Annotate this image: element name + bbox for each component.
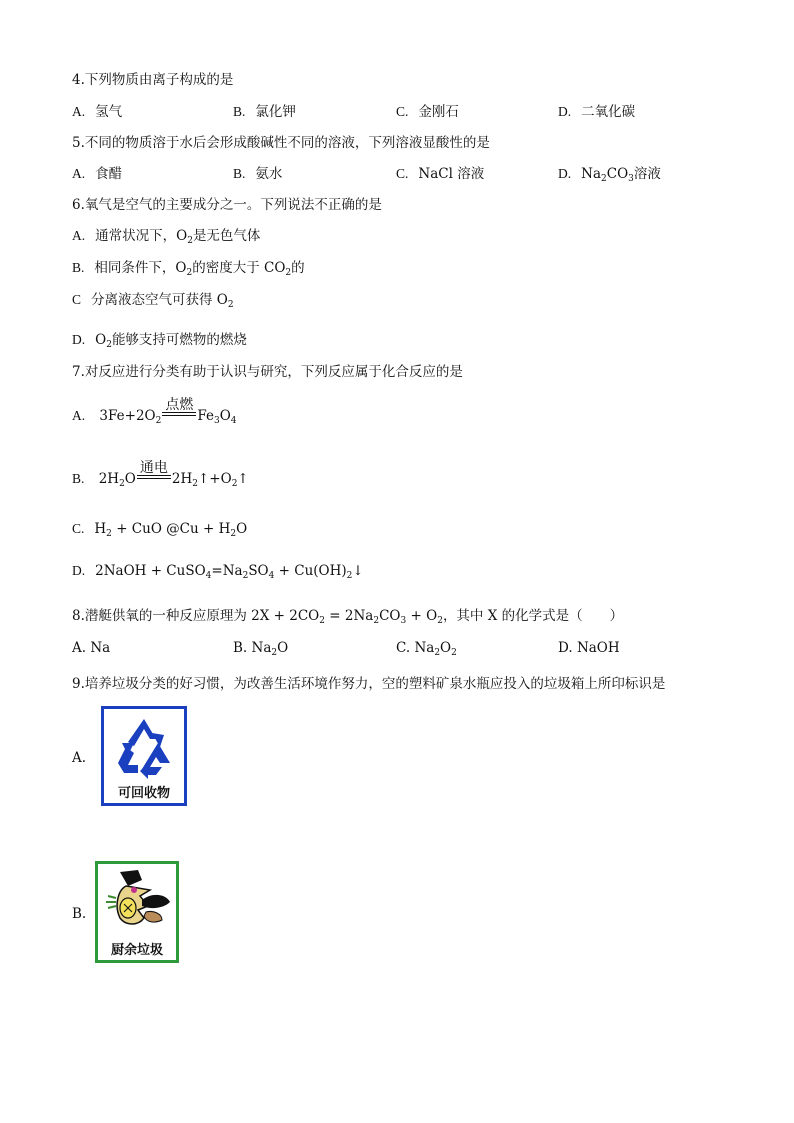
recyclable-sign [101, 706, 187, 806]
q5-stem: 5.不同的物质溶于水后会形成酸碱性不同的溶液，下列溶液显酸性的是 [72, 135, 490, 151]
q4-option-c: C. 金刚石 [396, 104, 459, 120]
q7-option-a: A. $3Fe+2O_2$ 点燃 $Fe_3O_4$ [72, 397, 237, 426]
q6-option-b: B. 相同条件下，$O_2$的密度大于 $CO_2$的 [72, 260, 305, 278]
q7-option-b: B. $2H_2O$ 通电 $2H_2↑+O_2↑$ [72, 460, 249, 489]
q4-option-b: B. 氯化钾 [233, 104, 296, 120]
q7-option-d: D. 2NaOH + $CuSO_4=Na_2SO_4$ + $Cu(OH)_2↓$ [72, 563, 364, 581]
q5-option-a: A. 食醋 [72, 166, 123, 182]
recycle-icon [104, 713, 184, 783]
q8-option-b: B. $Na_2O$ [233, 640, 289, 658]
q5-option-c: C. NaCl 溶液 [396, 166, 485, 182]
q6-option-d: D. $O_2$能够支持可燃物的燃烧 [72, 332, 247, 350]
q7-option-c: C. $H_2$ + CuO @Cu + $H_2O$ [72, 521, 248, 539]
q6-stem: 6.氧气是空气的主要成分之一。下列说法不正确的是 [72, 197, 382, 213]
q8-option-d: D. NaOH [558, 640, 620, 656]
q5-option-d: D. $Na_2CO_3$溶液 [558, 166, 661, 184]
q8-stem: 8.潜艇供氧的一种反应原理为 $2X + 2CO_2 = 2Na_2CO_3 + O_2$，其中 X 的化学式是（ ） [72, 608, 624, 626]
recyclable-sign-caption: 可回收物 [117, 786, 170, 801]
q9-option-a-label: A. [72, 750, 87, 766]
q9-option-b-label: B. [72, 906, 87, 922]
q4-option-d: D. 二氧化碳 [558, 104, 636, 120]
q7-stem: 7.对反应进行分类有助于认识与研究，下列反应属于化合反应的是 [72, 364, 463, 380]
q6-option-c: C 分离液态空气可获得 $O_2$ [72, 292, 234, 310]
kitchen-waste-icon [98, 866, 176, 938]
q4-option-a: A. 氢气 [72, 104, 123, 120]
q4-stem: 4.下列物质由离子构成的是 [72, 72, 234, 88]
q8-option-a: A. Na [72, 640, 111, 656]
q5-option-b: B. 氨水 [233, 166, 283, 182]
kitchen-waste-sign [95, 861, 179, 963]
q9-stem: 9.培养垃圾分类的好习惯，为改善生活环境作努力，空的塑料矿泉水瓶应投入的垃圾箱上所印标识是 [72, 676, 666, 692]
q8-option-c: C. $Na_2O_2$ [396, 640, 457, 658]
kitchen-waste-sign-caption: 厨余垃圾 [110, 943, 163, 958]
reaction-condition-electrolysis: 通电 [137, 469, 171, 483]
reaction-condition-ignite: 点燃 [162, 406, 196, 420]
q6-option-a: A. 通常状况下，$O_2$是无色气体 [72, 228, 261, 246]
